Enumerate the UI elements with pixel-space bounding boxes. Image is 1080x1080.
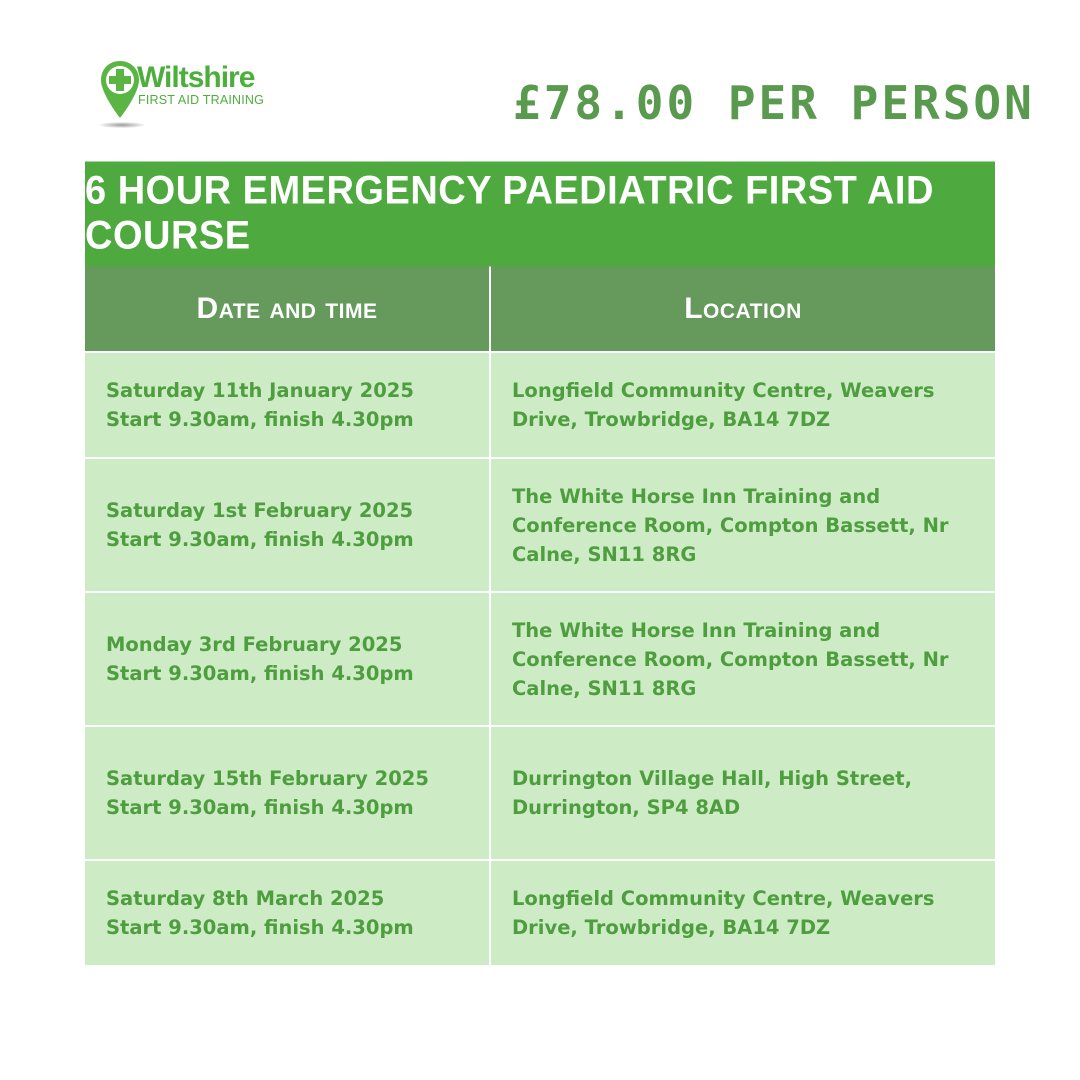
location-cell <box>491 727 995 859</box>
logo-subtitle: FIRST AID TRAINING <box>138 93 265 107</box>
course-table <box>85 164 995 965</box>
table-row <box>85 353 995 457</box>
location-cell <box>491 459 995 591</box>
date-time-cell <box>85 353 489 457</box>
date-time-cell <box>85 459 489 591</box>
location-cell <box>491 593 995 725</box>
date-time-cell <box>85 593 489 725</box>
course-location: Durrington Village Hall, High Street, Durrington, SP4 8AD <box>512 767 912 819</box>
course-location: Longfield Community Centre, Weavers Drive, Trowbridge, BA14 7DZ <box>512 379 935 431</box>
table-row <box>85 861 995 965</box>
course-location: Longfield Community Centre, Weavers Drive, Trowbridge, BA14 7DZ <box>512 887 935 939</box>
date-time-cell <box>85 861 489 965</box>
header-date-and-time: Date and time <box>85 266 489 351</box>
logo-brand: Wiltshire <box>137 61 255 94</box>
table-row <box>85 593 995 725</box>
table-row <box>85 459 995 591</box>
logo-shadow <box>99 122 145 128</box>
location-cell <box>491 353 995 457</box>
table-header-row <box>85 266 995 351</box>
price-label: £78.00 PER PERSON <box>513 76 1035 130</box>
course-location: The White Horse Inn Training and Conference Room, Compton Bassett, Nr Calne, SN11 8RG <box>512 484 949 566</box>
table-row <box>85 727 995 859</box>
course-date: Saturday 11th January 2025 <box>106 379 414 402</box>
table-body <box>85 353 995 965</box>
date-time-cell <box>85 727 489 859</box>
course-date: Saturday 15th February 2025 <box>106 767 429 790</box>
header-location: Location <box>491 266 995 351</box>
location-pin-cross-icon <box>100 60 140 122</box>
course-title: 6 HOUR EMERGENCY PAEDIATRIC FIRST AID COURSE <box>85 162 995 267</box>
logo <box>97 60 277 135</box>
course-date: Monday 3rd February 2025 <box>106 633 403 656</box>
course-date: Saturday 8th March 2025 <box>106 887 385 910</box>
course-time: Start 9.30am, finish 4.30pm <box>106 408 414 431</box>
course-time: Start 9.30am, finish 4.30pm <box>106 528 414 551</box>
course-time: Start 9.30am, finish 4.30pm <box>106 662 414 685</box>
course-location: The White Horse Inn Training and Conference Room, Compton Bassett, Nr Calne, SN11 8RG <box>512 618 949 700</box>
course-date: Saturday 1st February 2025 <box>106 499 414 522</box>
location-cell <box>491 861 995 965</box>
course-time: Start 9.30am, finish 4.30pm <box>106 916 414 939</box>
course-time: Start 9.30am, finish 4.30pm <box>106 796 414 819</box>
